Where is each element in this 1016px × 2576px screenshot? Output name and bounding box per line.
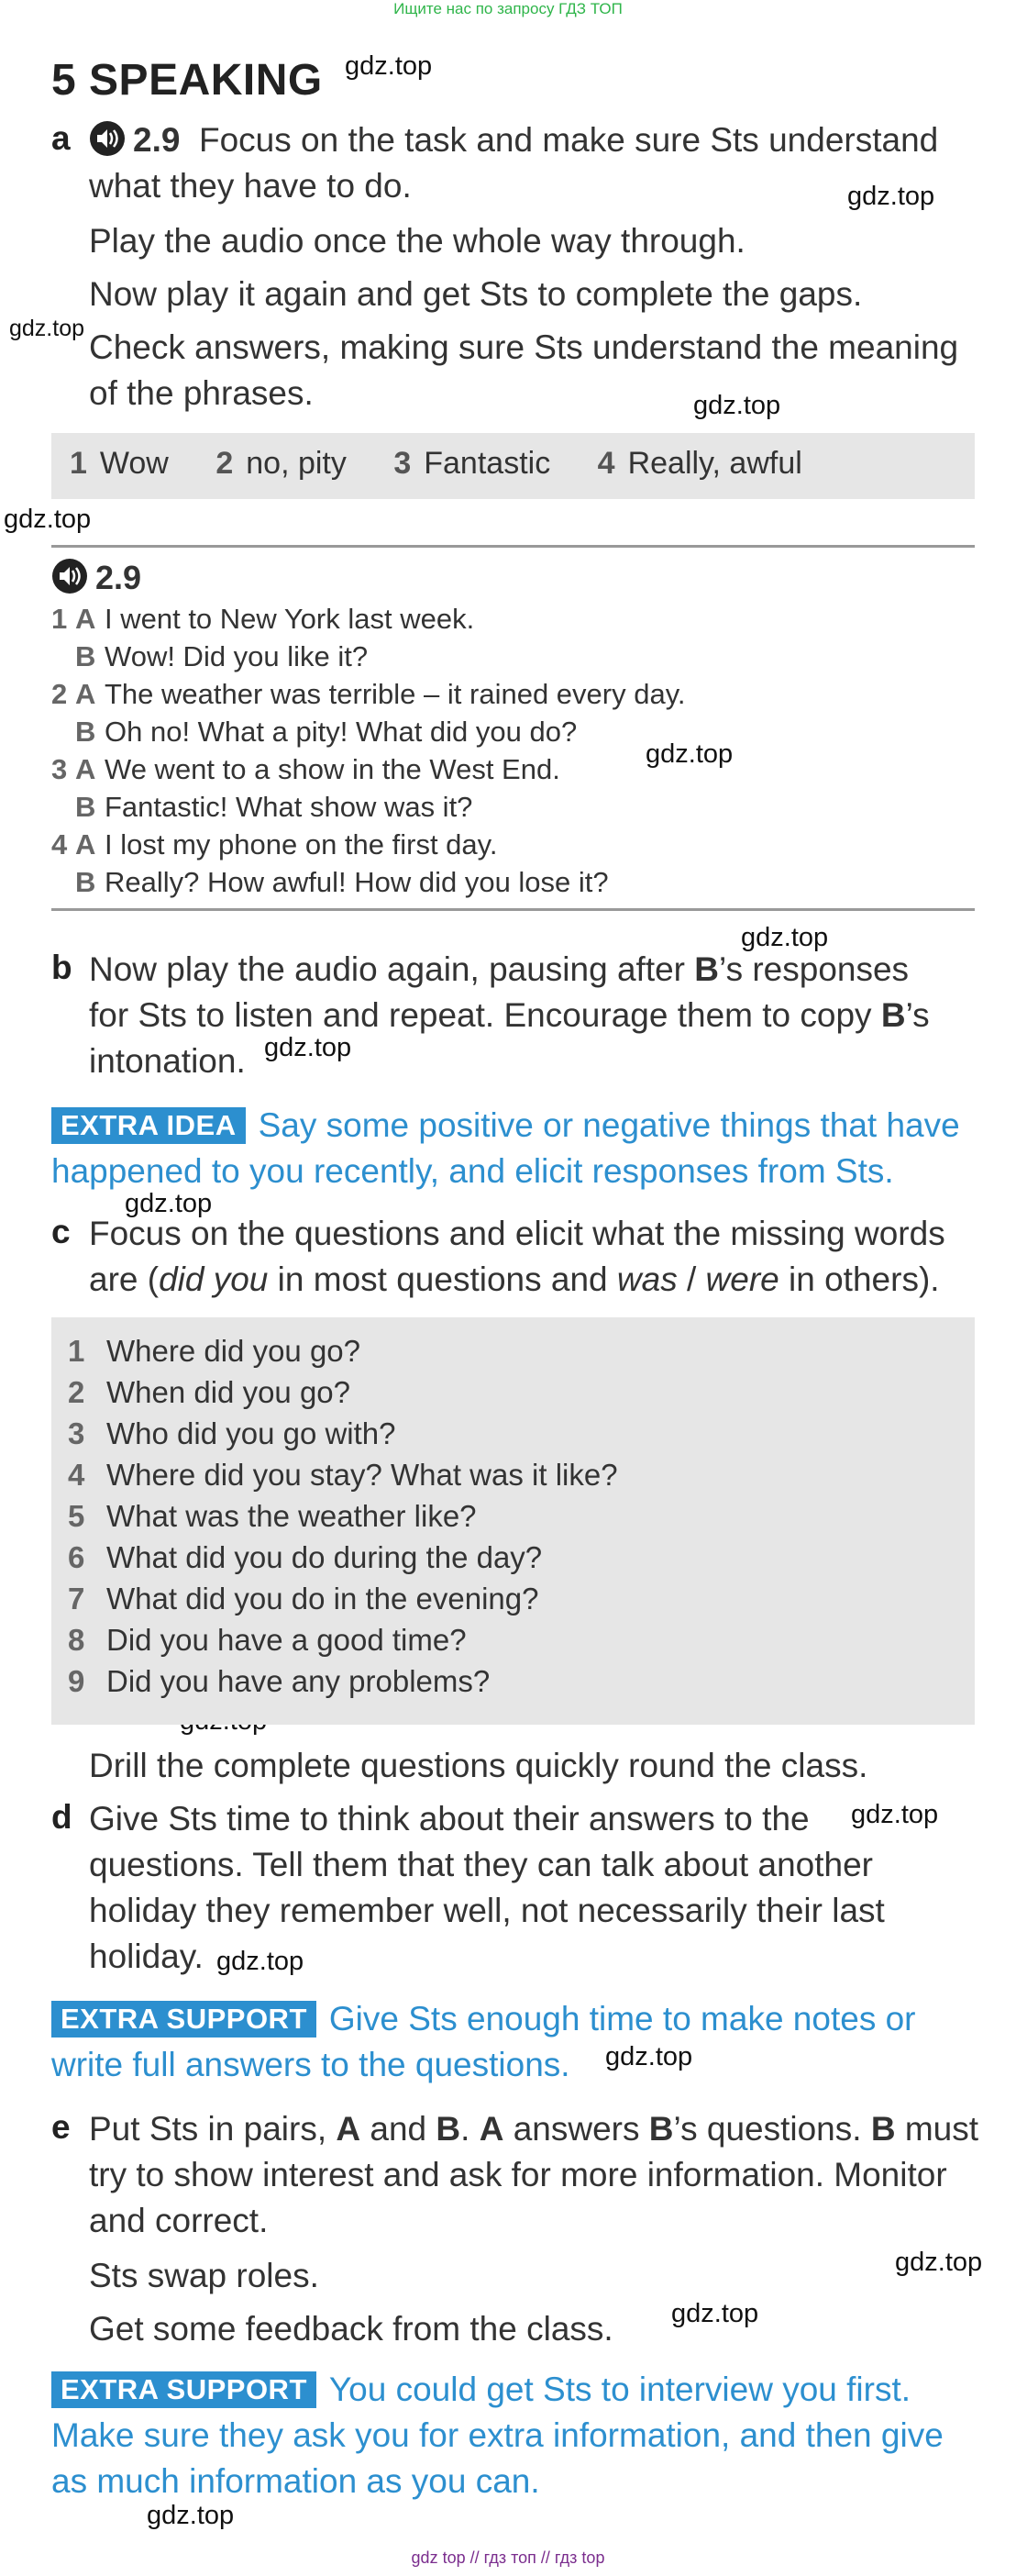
question-item: 9 Did you have any problems? — [68, 1664, 491, 1698]
top-banner: Ищите нас по запросу ГДЗ ТОП — [393, 0, 623, 17]
section-e-text: Put Sts in pairs, A and B. A answers B’s questions. B must try to show interest and ask for more information. Monitor and correct. — [89, 2110, 979, 2239]
section-e-p2: Sts swap roles. — [89, 2257, 319, 2294]
divider — [51, 545, 975, 548]
answer-item: 1 Wow — [70, 446, 169, 481]
section-b-text: Now play the audio again, pausing after B’s responses for Sts to listen and repeat. Encourage them to copy B’s intonation. — [89, 950, 930, 1080]
section-e-p3: Get some feedback from the class. — [89, 2310, 613, 2348]
section-a-p3: Now play it again and get Sts to complete the gaps. — [89, 275, 863, 313]
drill-text: Drill the complete questions quickly round the class. — [89, 1747, 868, 1784]
watermark: gdz.top — [693, 391, 781, 420]
section-a-intro-text: Focus on the task and make sure Sts understand what they have to do. — [89, 121, 939, 205]
section-d-text: Give Sts time to think about their answers to the questions. Tell them that they can talk about another holiday they remember well, not necessarily their last holiday. — [89, 1800, 885, 1975]
watermark: gdz.top — [741, 923, 829, 952]
watermark: gdz.top — [4, 505, 92, 534]
script-track: 2.9 — [95, 559, 142, 596]
script-line: B Oh no! What a pity! What did you do? — [75, 716, 578, 748]
answer-item: 3 Fantastic — [393, 446, 551, 481]
questions-box — [51, 1317, 975, 1725]
page-title: 5 SPEAKING — [51, 56, 323, 105]
footer: gdz top // гдз топ // гдз top — [411, 2548, 605, 2567]
script-line: B Really? How awful! How did you lose it? — [75, 866, 609, 898]
extra-support-label: EXTRA SUPPORT — [51, 2001, 316, 2037]
watermark: gdz.top — [646, 739, 734, 769]
extra-idea-label: EXTRA IDEA — [51, 1107, 246, 1144]
watermark: gdz.top — [147, 2501, 235, 2530]
watermark: gdz.top — [851, 1800, 939, 1829]
section-c-text: Focus on the questions and elicit what the missing words are (did you in most questions and was / were in others). — [89, 1215, 945, 1298]
section-letter-b: b — [51, 949, 72, 986]
script-line: 3 A We went to a show in the West End. — [51, 753, 560, 785]
extra-support-1 — [51, 1996, 977, 2088]
watermark: gdz.top — [847, 182, 935, 211]
audio-icon[interactable] — [51, 558, 88, 594]
extra-idea-text: Say some positive or negative things that have happened to you recently, and elicit responses from Sts. — [51, 1106, 960, 1190]
section-letter-c: c — [51, 1213, 71, 1250]
audio-script — [51, 600, 975, 901]
answer-list — [70, 446, 841, 482]
section-a-p2: Play the audio once the whole way through. — [89, 222, 745, 260]
extra-support-text: Give Sts enough time to make notes or write full answers to the questions. — [51, 2000, 916, 2083]
section-letter-e: e — [51, 2108, 71, 2146]
question-item: 3 Who did you go with? — [68, 1416, 396, 1450]
script-line: 1 A I went to New York last week. — [51, 603, 475, 635]
answer-item: 2 no, pity — [215, 446, 347, 481]
script-line: 2 A The weather was terrible – it rained every day. — [51, 678, 686, 710]
question-item: 2 When did you go? — [68, 1375, 351, 1409]
answer-item: 4 Really, awful — [597, 446, 802, 481]
extra-support-2 — [51, 2367, 977, 2504]
watermark: gdz.top — [264, 1033, 352, 1062]
question-item: 8 Did you have a good time? — [68, 1623, 467, 1657]
extra-idea — [51, 1103, 977, 1194]
question-item: 1 Where did you go? — [68, 1334, 361, 1368]
extra-support-text: You could get Sts to interview you first. Make sure they ask you for extra information, and then give as much information as you can. — [51, 2371, 944, 2500]
question-item: 7 What did you do in the evening? — [68, 1582, 539, 1616]
watermark: gdz.top — [895, 2248, 983, 2277]
section-letter-d: d — [51, 1798, 72, 1836]
watermark: gdz.top — [216, 1947, 304, 1976]
question-item: 4 Where did you stay? What was it like? — [68, 1458, 618, 1492]
section-a-p4: Check answers, making sure Sts understand the meaning of the phrases. — [89, 328, 959, 412]
answer-box-a — [51, 433, 975, 499]
watermark: gdz.top — [9, 316, 85, 341]
divider — [51, 908, 975, 911]
watermark: gdz.top — [671, 2299, 759, 2328]
script-line: B Fantastic! What show was it? — [75, 791, 473, 823]
watermark: gdz.top — [125, 1189, 213, 1218]
watermark: gdz.top — [605, 2042, 693, 2071]
script-line: 4 A I lost my phone on the first day. — [51, 828, 498, 861]
extra-support-label: EXTRA SUPPORT — [51, 2371, 316, 2408]
track-number: 2.9 — [133, 121, 181, 159]
question-item: 6 What did you do during the day? — [68, 1540, 543, 1574]
script-heading — [51, 558, 141, 597]
audio-icon[interactable] — [89, 120, 126, 157]
section-a-intro — [89, 117, 969, 209]
script-line: B Wow! Did you like it? — [75, 640, 369, 672]
questions-list — [68, 1330, 618, 1702]
watermark: gdz.top — [345, 51, 433, 81]
question-item: 5 What was the weather like? — [68, 1499, 477, 1533]
section-letter-a: a — [51, 119, 71, 157]
